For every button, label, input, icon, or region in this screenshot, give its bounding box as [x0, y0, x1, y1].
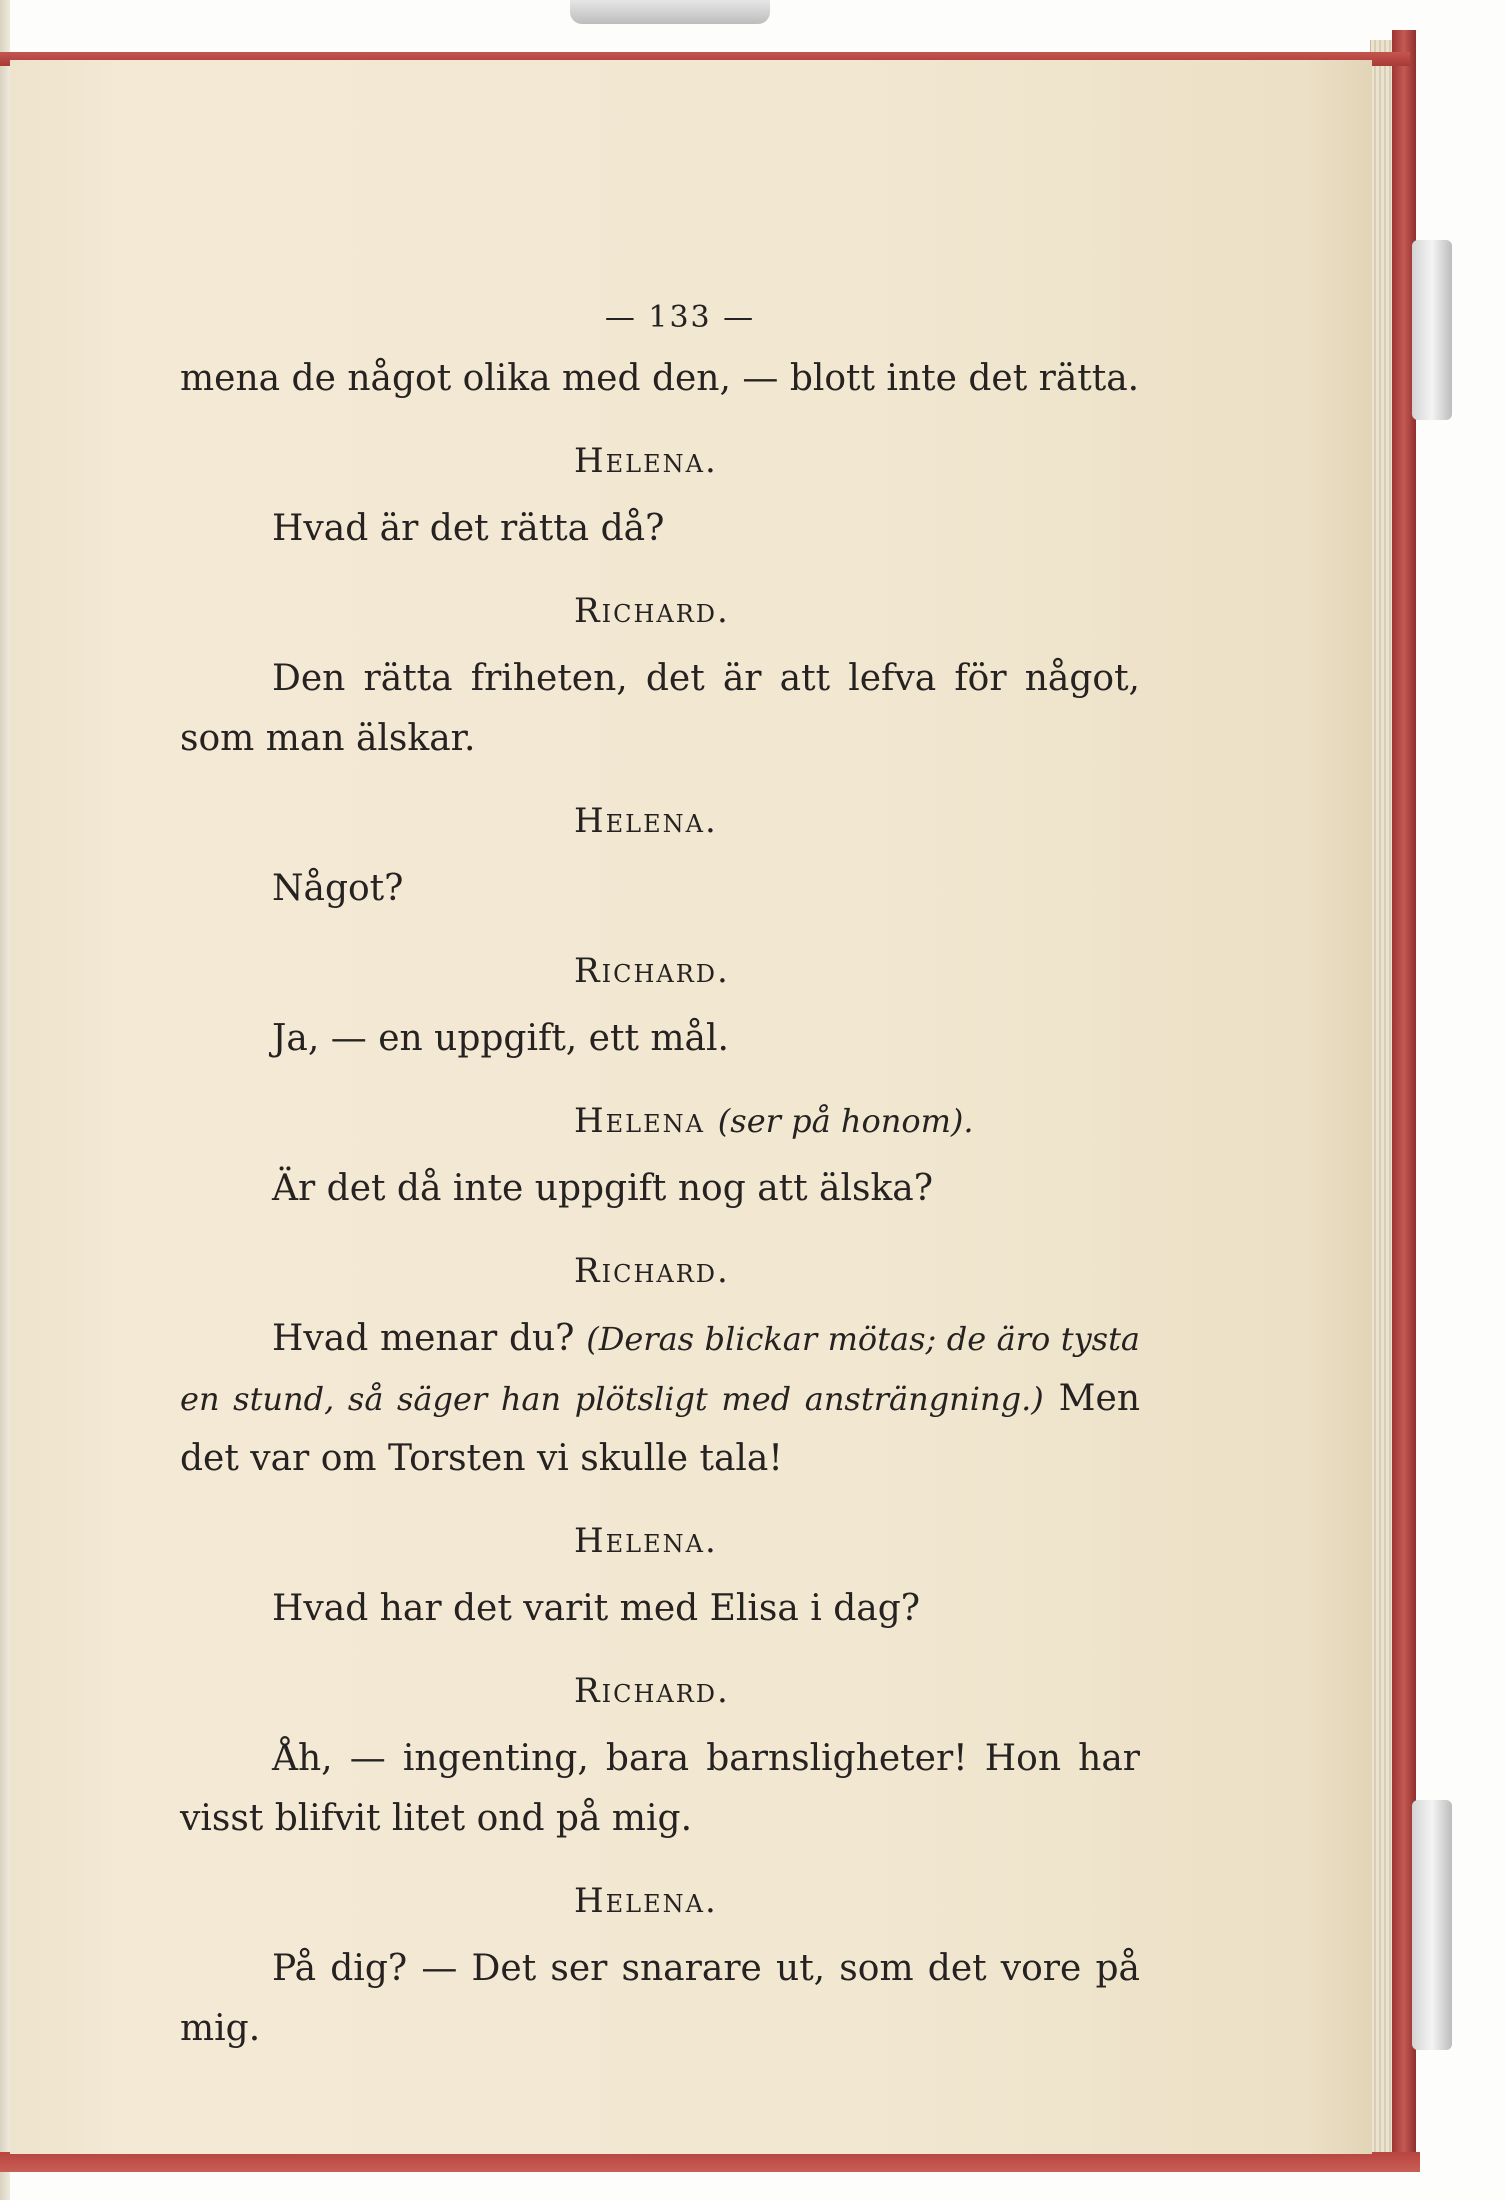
dialogue-line: Hvad har det varit med Elisa i dag?: [272, 1588, 921, 1629]
cover-bottom-edge: [0, 2152, 1420, 2172]
top-clip: [570, 0, 770, 24]
speaker-name: Richard.: [574, 951, 730, 991]
dialogue-text: Men det var om Torsten vi skulle tala!: [180, 1378, 1141, 1479]
speaker-name: Helena.: [574, 441, 718, 481]
stage-direction: (ser på honom).: [717, 1102, 974, 1140]
dialogue-line: Hvad är det rätta då?: [272, 508, 665, 549]
speaker-name: Helena.: [574, 1521, 718, 1561]
speaker-name: Richard.: [574, 1671, 730, 1711]
dialogue-line: Något?: [272, 868, 404, 909]
speaker-with-direction: [180, 1091, 1140, 1151]
page-number: — 133 —: [604, 300, 756, 335]
page-text: [180, 300, 1140, 2059]
left-page-edge: [0, 0, 10, 2200]
dialogue-line-with-stage-direction: [180, 1309, 1140, 1489]
dialogue-line: mena de något olika med den, — blott inte det rätta.: [180, 358, 1140, 399]
stage-direction: (Deras blickar mötas; de äro tysta en stund, så säger han plötsligt med ansträngning.): [180, 1320, 1141, 1418]
book-page: [10, 60, 1372, 2154]
dialogue-line: Åh, — ingenting, bara barnsligheter! Hon har visst blifvit litet ond på mig.: [180, 1738, 1140, 1839]
speaker-name: Helena: [574, 1101, 705, 1141]
speaker-name: Helena.: [574, 1881, 718, 1921]
right-clip-lower: [1412, 1800, 1452, 2050]
dialogue-line: På dig? — Det ser snarare ut, som det vore på mig.: [180, 1948, 1140, 2049]
dialogue-line: Den rätta friheten, det är att lefva för något, som man älskar.: [180, 658, 1140, 759]
speaker-name: Richard.: [574, 1251, 730, 1291]
dialogue-line: Är det då inte uppgift nog att älska?: [272, 1168, 934, 1209]
dialogue-text: Hvad menar du?: [272, 1318, 587, 1359]
right-clip-upper: [1412, 240, 1452, 420]
speaker-name: Richard.: [574, 591, 730, 631]
dialogue-line: Ja, — en uppgift, ett mål.: [272, 1018, 729, 1059]
speaker-name: Helena.: [574, 801, 718, 841]
